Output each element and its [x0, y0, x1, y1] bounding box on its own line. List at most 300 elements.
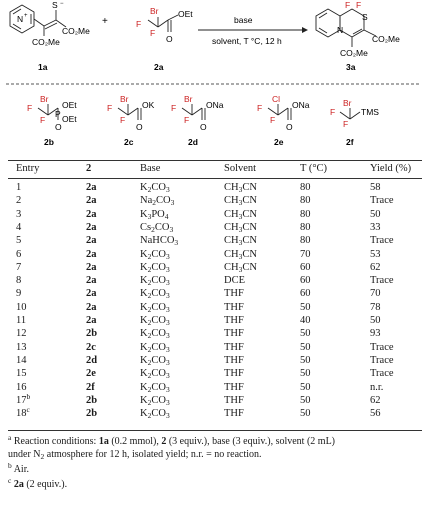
atom-f2-2e: F — [270, 115, 276, 125]
cell-reagent: 2a — [86, 288, 97, 300]
entry-footnote-mark: c — [26, 405, 30, 415]
cell-reagent: 2a — [86, 235, 97, 247]
cell-solvent — [224, 222, 257, 233]
footnote-a-mark: a — [8, 433, 12, 442]
cell-entry — [16, 405, 30, 420]
atom-f1-2e: F — [257, 103, 263, 113]
atom-f2-2c: F — [120, 115, 126, 125]
cell-base — [140, 288, 170, 299]
atom-br-2f: Br — [343, 98, 352, 108]
group-oet-2a: OEt — [178, 9, 193, 19]
atom-s-3a: S — [362, 12, 368, 22]
base-part: 3 — [165, 318, 170, 327]
cell-entry — [16, 288, 21, 299]
cell-entry — [16, 328, 27, 339]
base-part: K — [140, 301, 148, 313]
atom-f1-2d: F — [171, 103, 177, 113]
ester-right-3a: CO₂Me — [372, 34, 400, 44]
base-part: CO — [151, 381, 166, 393]
label-2c: 2c — [124, 137, 134, 147]
solvent-part: THF — [224, 288, 244, 300]
header-temperature: T (°C) — [300, 163, 328, 174]
ester-right-1a: CO₂Me — [62, 26, 90, 36]
entry-number: 18 — [16, 408, 27, 420]
cell-base — [140, 222, 173, 233]
base-part: CO — [151, 248, 166, 260]
base-part: 3 — [165, 384, 170, 394]
table-row — [8, 288, 422, 301]
cell-solvent — [224, 408, 244, 419]
cell-reagent: 2c — [86, 341, 96, 353]
cell-solvent — [224, 288, 244, 299]
cell-temperature: 60 — [300, 275, 311, 287]
cell-entry — [16, 182, 21, 193]
base-part: K — [140, 368, 148, 380]
base-part: PO — [151, 208, 165, 220]
cell-base — [140, 395, 170, 406]
header-entry: Entry — [16, 163, 40, 174]
footnote-b — [8, 463, 422, 476]
base-part: CO — [151, 354, 166, 366]
atom-n-1a: N — [17, 14, 24, 24]
cell-entry — [16, 382, 27, 393]
atom-br-2c: Br — [120, 94, 129, 104]
base-part: 2 — [147, 371, 152, 381]
table-row — [8, 222, 422, 235]
base-part: K — [140, 208, 148, 220]
cell-solvent — [224, 382, 244, 393]
cell-solvent — [224, 315, 244, 326]
atom-o-2a: O — [166, 34, 173, 44]
solvent-part: THF — [224, 341, 244, 353]
cell-entry — [16, 262, 21, 273]
cell-base — [140, 195, 174, 206]
base-part: 3 — [147, 211, 152, 221]
cell-base — [140, 342, 170, 353]
entry-number: 15 — [16, 368, 27, 380]
cell-yield: Trace — [370, 235, 394, 247]
entry-number: 16 — [16, 381, 27, 393]
cell-solvent — [224, 195, 257, 206]
footnote-c — [8, 478, 422, 491]
atom-f2-2b: F — [40, 115, 46, 125]
atom-f2-2f: F — [343, 119, 349, 129]
entry-number: 14 — [16, 354, 27, 366]
cell-yield: n.r. — [370, 381, 384, 393]
atom-o-2e: O — [286, 122, 293, 132]
footnote-c-mark: c — [8, 476, 12, 485]
footnote-a — [8, 435, 422, 461]
entry-number: 3 — [16, 208, 22, 220]
atom-f2-3a: F — [356, 0, 362, 10]
entry-number: 8 — [16, 275, 22, 287]
atom-f2-2a: F — [150, 28, 156, 38]
cell-temperature: 60 — [300, 261, 311, 273]
base-part: 3 — [165, 344, 170, 354]
base-part: 3 — [165, 411, 170, 421]
cell-temperature: 50 — [300, 354, 311, 366]
base-part: 3 — [165, 291, 170, 301]
cell-yield: 62 — [370, 261, 381, 273]
base-part: 3 — [165, 304, 170, 314]
solvent-part: CH — [224, 235, 239, 247]
entry-number: 4 — [16, 221, 22, 233]
atom-p-2b: P — [55, 109, 61, 119]
base-part: 3 — [165, 397, 170, 407]
cell-reagent: 2d — [86, 354, 98, 366]
table-row — [8, 328, 422, 341]
table-row — [8, 302, 422, 315]
solvent-part: 3 — [238, 211, 243, 221]
footnote-c-text: (2 equiv.). — [23, 479, 68, 490]
base-part: K — [140, 182, 148, 193]
cell-reagent: 2a — [86, 275, 97, 287]
base-part: CO — [156, 195, 171, 207]
solvent-part: CN — [242, 248, 257, 260]
group-oet2-2b: OEt — [62, 114, 77, 124]
base-part: CO — [151, 301, 166, 313]
label-2f: 2f — [346, 137, 354, 147]
cell-reagent: 2a — [86, 301, 97, 313]
cell-temperature: 80 — [300, 182, 311, 193]
base-part: 2 — [147, 278, 152, 288]
entry-footnote-mark: b — [26, 391, 31, 401]
cell-base — [140, 302, 170, 313]
cell-temperature: 80 — [300, 195, 311, 207]
solvent-part: THF — [224, 315, 244, 326]
base-part: CO — [151, 275, 166, 287]
cell-yield: 70 — [370, 288, 381, 300]
footnote-a-text4: under N — [8, 449, 41, 460]
table-top-rule — [8, 160, 422, 161]
base-part: Na — [140, 195, 153, 207]
group-ok-2c: OK — [142, 100, 155, 110]
base-part: 3 — [165, 371, 170, 381]
cell-temperature: 50 — [300, 328, 311, 340]
base-part: Cs — [140, 221, 152, 233]
cell-entry — [16, 275, 21, 286]
base-part: 3 — [165, 264, 170, 274]
solvent-part: CH — [224, 261, 239, 273]
solvent-part: CH — [224, 221, 239, 233]
solvent-part: DCE — [224, 275, 245, 287]
footnote-a-sub: 2 — [40, 452, 45, 461]
solvent-part: 3 — [238, 185, 243, 194]
base-part: 3 — [165, 278, 170, 288]
base-part: 2 — [147, 291, 152, 301]
footnote-c-bold: 2a — [13, 479, 24, 490]
atom-s-1a: S — [52, 0, 58, 10]
label-3a: 3a — [346, 62, 356, 72]
footnote-a-text2: (0.2 mmol), — [108, 436, 162, 447]
entry-number: 9 — [16, 288, 22, 300]
entry-number: 2 — [16, 195, 22, 207]
cell-entry — [16, 249, 21, 260]
footnote-a-text3: (3 equiv.), base (3 equiv.), solvent (2 mL) — [166, 436, 336, 447]
base-part: 3 — [169, 224, 174, 234]
base-part: 3 — [165, 185, 170, 194]
arrow-label-conditions: solvent, T °C, 12 h — [212, 36, 282, 46]
footnote-a-bold2: 2 — [161, 436, 167, 447]
table-row — [8, 315, 422, 328]
charge-plus-1a: + — [24, 13, 28, 19]
ester-bottom-1a: CO₂Me — [32, 37, 60, 47]
base-part: NaHCO — [140, 235, 175, 247]
cell-temperature: 80 — [300, 235, 311, 247]
cell-entry — [16, 368, 27, 379]
solvent-part: 3 — [238, 224, 243, 234]
base-part: 3 — [165, 251, 170, 261]
solvent-part: CH — [224, 195, 239, 207]
base-part: K — [140, 315, 148, 326]
cell-temperature: 50 — [300, 408, 311, 420]
solvent-part: 3 — [238, 251, 243, 261]
cell-solvent — [224, 275, 245, 286]
base-part: K — [140, 408, 148, 420]
group-ona-2d: ONa — [206, 100, 224, 110]
reaction-scheme — [0, 0, 427, 160]
cell-solvent — [224, 342, 244, 353]
label-2a: 2a — [154, 62, 164, 72]
solvent-part: 3 — [238, 198, 243, 208]
cell-base — [140, 408, 170, 419]
cell-reagent: 2b — [86, 408, 98, 420]
cell-temperature: 70 — [300, 248, 311, 260]
base-part: K — [140, 275, 148, 287]
table-row — [8, 249, 422, 262]
solvent-part: CH — [224, 208, 239, 220]
atom-o-2c: O — [136, 122, 143, 132]
cell-temperature: 50 — [300, 368, 311, 380]
cell-solvent — [224, 328, 244, 339]
base-part: 3 — [165, 331, 170, 341]
arrow-label-base: base — [234, 15, 253, 25]
cell-reagent: 2a — [86, 315, 97, 326]
table-row — [8, 391, 422, 408]
base-part: CO — [151, 394, 166, 406]
table-row — [8, 342, 422, 355]
cell-entry — [16, 222, 21, 233]
base-part: K — [140, 394, 148, 406]
base-part: 2 — [147, 318, 152, 327]
arrow-head-icon — [302, 27, 308, 33]
cell-temperature: 50 — [300, 381, 311, 393]
base-part: 2 — [147, 264, 152, 274]
cell-solvent — [224, 355, 244, 366]
base-part: CO — [151, 261, 166, 273]
base-part: 2 — [147, 331, 152, 341]
base-part: K — [140, 341, 148, 353]
cell-entry — [16, 342, 27, 353]
header-reagent: 2 — [86, 163, 92, 174]
label-2b: 2b — [44, 137, 54, 147]
cell-base — [140, 262, 170, 273]
header-yield: Yield (%) — [370, 163, 412, 174]
ester-bottom-3a: CO₂Me — [340, 48, 368, 58]
header-solvent: Solvent — [224, 163, 257, 174]
cell-reagent: 2b — [86, 328, 98, 340]
atom-br-2b: Br — [40, 94, 49, 104]
base-part: 4 — [164, 211, 169, 221]
footnote-a-text5: atmosphere for 12 h, isolated yield; n.r. = no reaction. — [44, 449, 262, 460]
solvent-part: THF — [224, 368, 244, 380]
base-part: CO — [151, 315, 166, 326]
cell-yield: Trace — [370, 341, 394, 353]
cell-reagent: 2a — [86, 208, 97, 220]
cell-yield: 78 — [370, 301, 381, 313]
base-part: 2 — [147, 185, 152, 194]
cell-base — [140, 355, 170, 366]
base-part: 3 — [170, 198, 175, 208]
entry-number: 6 — [16, 248, 22, 260]
base-part: CO — [151, 328, 166, 340]
solvent-part: CN — [242, 261, 257, 273]
base-part: CO — [151, 182, 166, 193]
header-base: Base — [140, 163, 161, 174]
group-tms-2f: TMS — [361, 107, 379, 117]
cell-solvent — [224, 302, 244, 313]
label-1a: 1a — [38, 62, 48, 72]
cell-reagent: 2a — [86, 182, 97, 193]
entry-number: 11 — [16, 315, 27, 326]
base-part: 2 — [147, 304, 152, 314]
cell-reagent: 2a — [86, 261, 97, 273]
cell-reagent: 2e — [86, 368, 96, 380]
table-row — [8, 262, 422, 275]
cell-entry — [16, 195, 21, 206]
cell-solvent — [224, 235, 257, 246]
base-part: CO — [151, 408, 166, 420]
table-bottom-rule — [8, 430, 422, 431]
cell-reagent: 2a — [86, 248, 97, 260]
atom-br-2a: Br — [150, 6, 159, 16]
solvent-part: 3 — [238, 264, 243, 274]
cell-temperature: 60 — [300, 288, 311, 300]
entry-number: 5 — [16, 235, 22, 247]
atom-f2-2d: F — [184, 115, 190, 125]
cell-entry — [16, 235, 21, 246]
base-part: 3 — [174, 238, 179, 248]
footnote-b-text: Air. — [11, 464, 29, 475]
atom-br-2d: Br — [184, 94, 193, 104]
footnote-b-mark: b — [8, 461, 12, 470]
entry-number: 13 — [16, 341, 27, 353]
cell-solvent — [224, 368, 244, 379]
base-part: CO — [154, 221, 170, 233]
charge-minus-1a: − — [60, 1, 64, 7]
table-row — [8, 368, 422, 381]
group-oet1-2b: OEt — [62, 100, 77, 110]
cell-base — [140, 275, 170, 286]
scheme-drawing — [0, 0, 427, 160]
base-part: 2 — [147, 397, 152, 407]
atom-o-2b: O — [55, 122, 62, 132]
cell-base — [140, 209, 169, 220]
cell-base — [140, 249, 170, 260]
cell-solvent — [224, 182, 257, 193]
cell-yield: 53 — [370, 248, 381, 260]
entry-number: 7 — [16, 261, 22, 273]
cell-reagent: 2b — [86, 394, 98, 406]
cell-base — [140, 235, 178, 246]
cell-solvent — [224, 262, 257, 273]
table-row — [8, 275, 422, 288]
base-part: 2 — [147, 251, 152, 261]
footnote-a-text1: Reaction conditions: — [11, 436, 99, 447]
solvent-part: CN — [242, 195, 257, 207]
cell-reagent: 2a — [86, 195, 97, 207]
entry-number: 1 — [16, 182, 22, 193]
base-part: K — [140, 248, 148, 260]
base-part: 3 — [165, 357, 170, 367]
cell-yield: Trace — [370, 195, 394, 207]
base-part: 2 — [152, 198, 156, 208]
cell-reagent: 2f — [86, 381, 95, 393]
atom-cl-2e: Cl — [272, 94, 281, 104]
entry-number: 17 — [16, 394, 27, 406]
entry-number: 12 — [16, 328, 27, 340]
table-row — [8, 195, 422, 208]
table-row — [8, 405, 422, 421]
base-part: K — [140, 354, 148, 366]
solvent-part: THF — [224, 301, 244, 313]
cell-yield: Trace — [370, 275, 394, 287]
solvent-part: THF — [224, 328, 244, 340]
base-part: CO — [151, 288, 166, 300]
cell-base — [140, 368, 170, 379]
entry-number: 10 — [16, 301, 27, 313]
atom-f1-2a: F — [136, 19, 142, 29]
cell-solvent — [224, 395, 244, 406]
cell-yield: 33 — [370, 221, 381, 233]
label-2d: 2d — [188, 137, 198, 147]
cell-yield: 56 — [370, 408, 381, 420]
cell-temperature: 50 — [300, 341, 311, 353]
solvent-part: THF — [224, 381, 244, 393]
table-row — [8, 382, 422, 395]
atom-n-3a: N — [337, 25, 344, 35]
solvent-part: THF — [224, 408, 244, 420]
base-part: 2 — [147, 357, 152, 367]
cell-yield: 93 — [370, 328, 381, 340]
label-2e: 2e — [274, 137, 284, 147]
base-part: K — [140, 261, 148, 273]
solvent-part: CN — [242, 182, 257, 193]
cell-base — [140, 182, 170, 193]
atom-o-2d: O — [200, 122, 207, 132]
table-row — [8, 355, 422, 368]
cell-base — [140, 315, 170, 326]
cell-reagent: 2a — [86, 221, 97, 233]
table-row — [8, 209, 422, 222]
base-part: 2 — [147, 344, 152, 354]
base-part: 2 — [151, 224, 155, 234]
solvent-part: THF — [224, 354, 244, 366]
solvent-part: CN — [242, 221, 257, 233]
cell-yield: Trace — [370, 368, 394, 380]
cell-yield: 62 — [370, 394, 381, 406]
cell-temperature: 50 — [300, 301, 311, 313]
solvent-part: CN — [242, 235, 257, 247]
solvent-part: CH — [224, 182, 239, 193]
solvent-part: CH — [224, 248, 239, 260]
plus-sign: + — [102, 16, 108, 27]
cell-yield: 50 — [370, 208, 381, 220]
base-part: K — [140, 381, 148, 393]
cell-yield: Trace — [370, 354, 394, 366]
solvent-part: 3 — [238, 238, 243, 248]
cell-solvent — [224, 249, 257, 260]
